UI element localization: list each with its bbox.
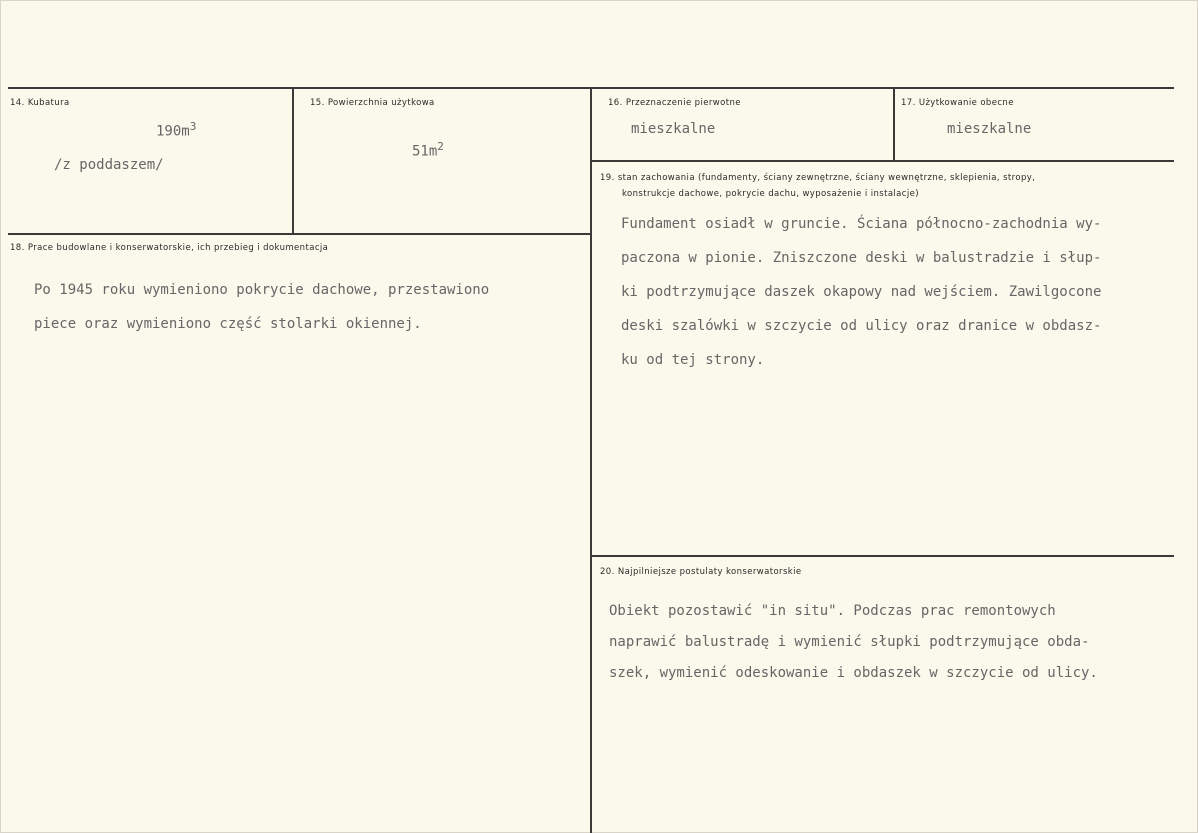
field-20-line: naprawić balustradę i wymienić słupki podtrzymujące obda-	[609, 634, 1090, 650]
rule-14-15-bottom	[8, 233, 592, 235]
field-14-value	[156, 120, 196, 140]
field-20-line: Obiekt pozostawić "in situ". Podczas prac remontowych	[609, 603, 1056, 619]
divider-14-15	[292, 89, 294, 234]
field-18-line: Po 1945 roku wymieniono pokrycie dachowe, przestawiono	[34, 282, 490, 298]
field-20-line: szek, wymienić odeskowanie i obdaszek w szczycie od ulicy.	[609, 665, 1098, 681]
field-18-line: piece oraz wymieniono część stolarki okiennej.	[34, 316, 422, 332]
field-14-note: /z poddaszem/	[54, 157, 164, 173]
field-19-line: paczona w pionie. Zniszczone deski w balustradzie i słup-	[621, 250, 1102, 266]
field-19-label-line-2: konstrukcje dachowe, pokrycie dachu, wyposażenie i instalacje)	[622, 189, 919, 199]
field-16-label: 16. Przeznaczenie pierwotne	[608, 98, 741, 108]
rule-19-bottom	[592, 555, 1174, 557]
field-14-value-exponent: 3	[189, 120, 197, 133]
field-15-value-exponent: 2	[437, 140, 444, 153]
divider-16-17	[893, 89, 895, 160]
field-15-label: 15. Powierzchnia użytkowa	[310, 98, 435, 108]
field-19-line: ki podtrzymujące daszek okapowy nad wejściem. Zawilgocone	[621, 284, 1102, 300]
field-19-line: ku od tej strony.	[621, 352, 765, 368]
center-divider	[590, 89, 592, 833]
field-14-value-text: 190m	[156, 123, 190, 140]
field-19-line: deski szalówki w szczycie od ulicy oraz dranice w obdasz-	[621, 318, 1102, 334]
field-20-label: 20. Najpilniejsze postulaty konserwatorskie	[600, 567, 802, 577]
field-15-value-text: 51m	[412, 143, 438, 160]
field-17-label: 17. Użytkowanie obecne	[901, 98, 1014, 108]
field-17-value: mieszkalne	[947, 121, 1032, 137]
field-18-label: 18. Prace budowlane i konserwatorskie, ich przebieg i dokumentacja	[10, 243, 329, 253]
field-19-label	[600, 170, 1035, 202]
field-16-value: mieszkalne	[631, 121, 716, 137]
field-15-value	[412, 140, 444, 160]
rule-16-17-bottom	[592, 160, 1174, 162]
field-19-line: Fundament osiadł w gruncie. Ściana północno-zachodnia wy-	[621, 216, 1102, 232]
field-20-text	[609, 596, 1098, 689]
field-19-text	[621, 207, 1101, 377]
field-18-text	[34, 273, 489, 341]
field-19-label-line-1: 19. stan zachowania (fundamenty, ściany zewnętrzne, ściany wewnętrzne, sklepienia, stropy,	[600, 173, 1036, 183]
field-14-label: 14. Kubatura	[10, 98, 70, 108]
